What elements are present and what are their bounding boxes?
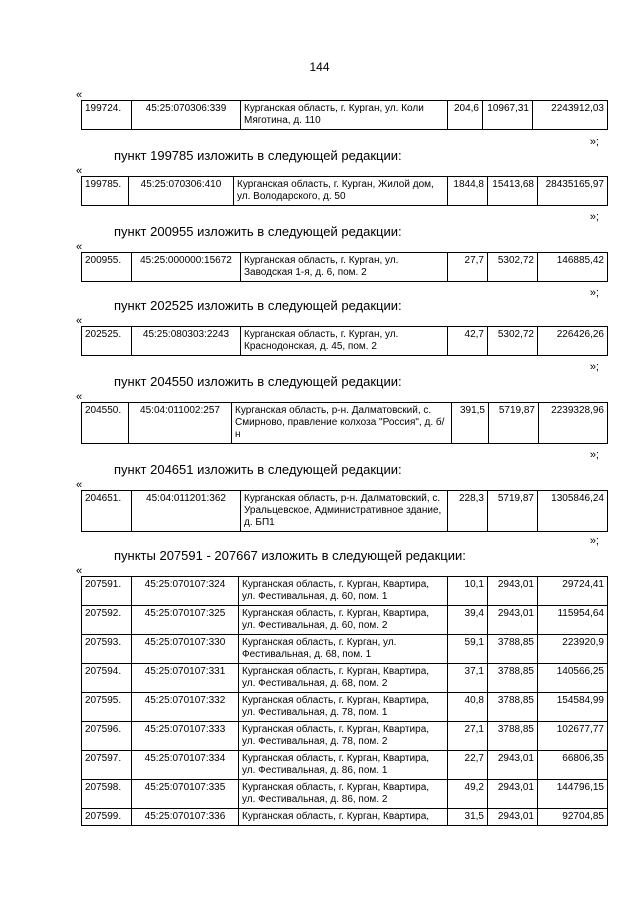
paragraph-instruction: пункт 199785 изложить в следующей редакции: — [114, 148, 402, 163]
value: 66806,35 — [538, 751, 608, 780]
cadastral-number: 45:25:070107:336 — [132, 809, 239, 826]
value: 154584,99 — [538, 693, 608, 722]
rate: 5302,72 — [488, 253, 538, 282]
address: Курганская область, г. Курган, Квартира, ул. Фестивальная, д. 68, пом. 2 — [239, 664, 448, 693]
close-quote: »; — [589, 136, 599, 148]
value: 2239328,96 — [539, 403, 608, 444]
address: Курганская область, г. Курган, ул. Коли Мяготина, д. 110 — [241, 101, 448, 130]
value: 29724,41 — [538, 577, 608, 606]
open-quote: « — [76, 315, 83, 327]
area: 22,7 — [448, 751, 488, 780]
close-quote: »; — [589, 535, 599, 547]
cadastral-number: 45:25:070107:324 — [132, 577, 239, 606]
area: 27,7 — [448, 253, 488, 282]
row-number: 207592. — [82, 606, 132, 635]
table-block-0 — [81, 100, 608, 130]
table-row — [82, 606, 608, 635]
cadastral-number: 45:25:070107:325 — [132, 606, 239, 635]
address: Курганская область, г. Курган, Жилой дом, ул. Володарского, д. 50 — [234, 177, 448, 206]
address: Курганская область, р-н. Далматовский, с. Уральцевское, Административное здание, д. БП1 — [241, 491, 448, 532]
address: Курганская область, г. Курган, Квартира, — [239, 809, 448, 826]
cadastral-number: 45:25:070306:410 — [129, 177, 234, 206]
address: Курганская область, г. Курган, Квартира, ул. Фестивальная, д. 86, пом. 1 — [239, 751, 448, 780]
table-row — [82, 327, 608, 356]
address: Курганская область, г. Курган, Квартира, ул. Фестивальная, д. 60, пом. 2 — [239, 606, 448, 635]
table-block-6 — [81, 576, 608, 826]
area: 228,3 — [448, 491, 488, 532]
paragraph-instruction: пункт 204550 изложить в следующей редакции: — [114, 374, 402, 389]
area: 39,4 — [448, 606, 488, 635]
area: 391,5 — [452, 403, 489, 444]
open-quote: « — [76, 165, 83, 177]
cadastral-number: 45:25:070107:331 — [132, 664, 239, 693]
table-block-5 — [81, 490, 608, 532]
row-number: 207597. — [82, 751, 132, 780]
row-number: 204651. — [82, 491, 132, 532]
cadastral-number: 45:25:080303:2243 — [132, 327, 241, 356]
table-row — [82, 101, 608, 130]
area: 27,1 — [448, 722, 488, 751]
rate: 5719,87 — [489, 403, 539, 444]
table-row — [82, 403, 608, 444]
address: Курганская область, г. Курган, ул. Фестивальная, д. 68, пом. 1 — [239, 635, 448, 664]
cadastral-number: 45:25:070107:330 — [132, 635, 239, 664]
area: 40,8 — [448, 693, 488, 722]
close-quote: »; — [589, 287, 599, 299]
cadastral-number: 45:25:070306:339 — [132, 101, 241, 130]
table-row — [82, 780, 608, 809]
address: Курганская область, г. Курган, ул. Краснодонская, д. 45, пом. 2 — [241, 327, 448, 356]
address: Курганская область, г. Курган, ул. Заводская 1-я, д. 6, пом. 2 — [241, 253, 448, 282]
cadastral-number: 45:25:070107:335 — [132, 780, 239, 809]
cadastral-number: 45:25:070107:332 — [132, 693, 239, 722]
table-block-3 — [81, 326, 608, 356]
table-row — [82, 253, 608, 282]
table-row — [82, 635, 608, 664]
address: Курганская область, р-н. Далматовский, с. Смирново, правление колхоза "Россия", д. б/н — [232, 403, 452, 444]
rate: 10967,31 — [483, 101, 533, 130]
row-number: 202525. — [82, 327, 132, 356]
rate: 5719,87 — [488, 491, 538, 532]
table-row — [82, 751, 608, 780]
rate: 2943,01 — [488, 577, 538, 606]
value: 144796,15 — [538, 780, 608, 809]
row-number: 207599. — [82, 809, 132, 826]
rate: 2943,01 — [488, 606, 538, 635]
open-quote: « — [76, 391, 83, 403]
row-number: 207595. — [82, 693, 132, 722]
area: 49,2 — [448, 780, 488, 809]
cadastral-number: 45:04:011201:362 — [132, 491, 241, 532]
open-quote: « — [76, 479, 83, 491]
row-number: 207593. — [82, 635, 132, 664]
cadastral-number: 45:25:000000:15672 — [132, 253, 241, 282]
table-row — [82, 809, 608, 826]
rate: 3788,85 — [488, 635, 538, 664]
value: 92704,85 — [538, 809, 608, 826]
paragraph-instruction: пункт 202525 изложить в следующей редакции: — [114, 298, 402, 313]
row-number: 207594. — [82, 664, 132, 693]
value: 28435165,97 — [538, 177, 608, 206]
area: 59,1 — [448, 635, 488, 664]
table-row — [82, 664, 608, 693]
table-row — [82, 177, 608, 206]
paragraph-instruction: пункты 207591 - 207667 изложить в следующей редакции: — [114, 548, 466, 563]
table-row — [82, 693, 608, 722]
open-quote: « — [76, 89, 83, 101]
value: 223920,9 — [538, 635, 608, 664]
value: 1305846,24 — [538, 491, 608, 532]
value: 102677,77 — [538, 722, 608, 751]
rate: 2943,01 — [488, 809, 538, 826]
cadastral-number: 45:25:070107:333 — [132, 722, 239, 751]
address: Курганская область, г. Курган, Квартира, ул. Фестивальная, д. 78, пом. 2 — [239, 722, 448, 751]
open-quote: « — [76, 565, 83, 577]
row-number: 199785. — [82, 177, 129, 206]
row-number: 207591. — [82, 577, 132, 606]
close-quote: »; — [589, 361, 599, 373]
rate: 2943,01 — [488, 780, 538, 809]
row-number: 199724. — [82, 101, 132, 130]
area: 1844,8 — [448, 177, 488, 206]
close-quote: »; — [589, 211, 599, 223]
cadastral-number: 45:25:070107:334 — [132, 751, 239, 780]
table-block-4 — [81, 402, 608, 444]
row-number: 207596. — [82, 722, 132, 751]
value: 115954,64 — [538, 606, 608, 635]
open-quote: « — [76, 241, 83, 253]
rate: 3788,85 — [488, 722, 538, 751]
area: 37,1 — [448, 664, 488, 693]
address: Курганская область, г. Курган, Квартира, ул. Фестивальная, д. 60, пом. 1 — [239, 577, 448, 606]
table-row — [82, 577, 608, 606]
value: 146885,42 — [538, 253, 608, 282]
paragraph-instruction: пункт 204651 изложить в следующей редакции: — [114, 462, 402, 477]
row-number: 200955. — [82, 253, 132, 282]
table-row — [82, 722, 608, 751]
address: Курганская область, г. Курган, Квартира, ул. Фестивальная, д. 78, пом. 1 — [239, 693, 448, 722]
page-number: 144 — [309, 60, 330, 74]
area: 204,6 — [448, 101, 483, 130]
rate: 2943,01 — [488, 751, 538, 780]
rate: 5302,72 — [488, 327, 538, 356]
row-number: 204550. — [82, 403, 129, 444]
area: 10,1 — [448, 577, 488, 606]
rate: 3788,85 — [488, 664, 538, 693]
value: 226426,26 — [538, 327, 608, 356]
cadastral-number: 45:04:011002:257 — [129, 403, 232, 444]
close-quote: »; — [589, 449, 599, 461]
table-row — [82, 491, 608, 532]
row-number: 207598. — [82, 780, 132, 809]
paragraph-instruction: пункт 200955 изложить в следующей редакции: — [114, 224, 402, 239]
area: 42,7 — [448, 327, 488, 356]
table-block-2 — [81, 252, 608, 282]
value: 2243912,03 — [533, 101, 608, 130]
rate: 15413,68 — [488, 177, 538, 206]
address: Курганская область, г. Курган, Квартира, ул. Фестивальная, д. 86, пом. 2 — [239, 780, 448, 809]
table-block-1 — [81, 176, 608, 206]
rate: 3788,85 — [488, 693, 538, 722]
area: 31,5 — [448, 809, 488, 826]
value: 140566,25 — [538, 664, 608, 693]
